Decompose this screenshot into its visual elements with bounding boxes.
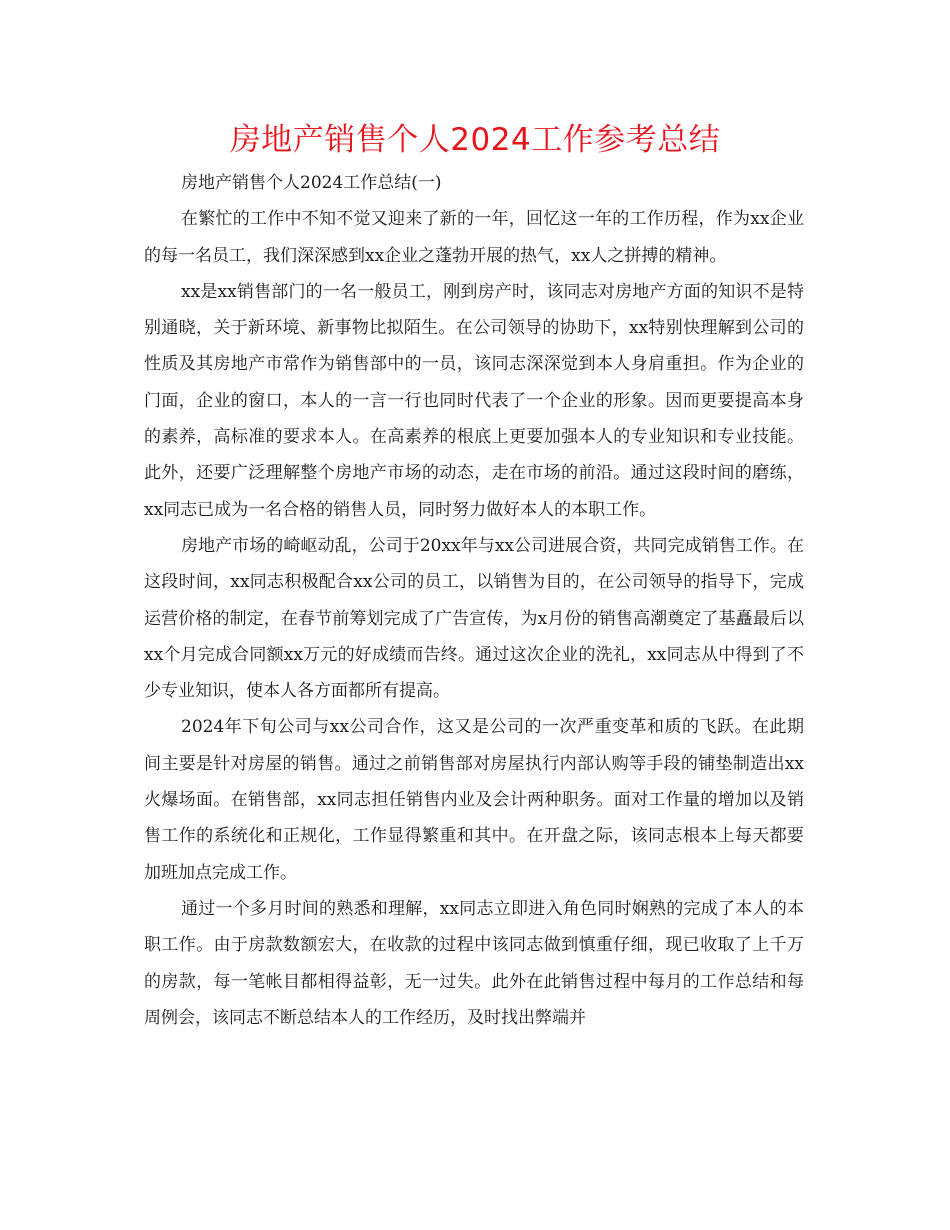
paragraph: 2024年下旬公司与xx公司合作，这又是公司的一次严重变革和质的飞跃。在此期间主要是针对房屋的销售。通过之前销售部对房屋执行内部认购等手段的铺垫制造出xx火爆场面。在销售部，xx同志担任销售内业及会计两种职务。面对工作量的增加以及销售工作的系统化和正规化，工作显得繁重和其中。在开盘之际，该同志根本上每天都要加班加点完成工作。 — [144, 717, 804, 883]
paragraph: 房地产市场的崎岖动乱，公司于20xx年与xx公司进展合资，共同完成销售工作。在这段时间，xx同志积极配合xx公司的员工，以销售为目的，在公司领导的指导下，完成运营价格的制定，在春节前筹划完成了广告宣传，为x月份的销售高潮奠定了基矗最后以xx个月完成合同额xx万元的好成绩而告终。通过这次企业的洗礼，xx同志从中得到了不少专业知识，使本人各方面都所有提高。 — [144, 535, 804, 702]
paragraph: 通过一个多月时间的熟悉和理解，xx同志立即进入角色同时娴熟的完成了本人的本职工作。由于房款数额宏大，在收款的过程中该同志做到慎重仔细，现已收取了上千万的房款，每一笔帐目都相得益彰，无一过失。此外在此销售过程中每月的工作总结和每周例会，该同志不断总结本人的工作经历，及时找出弊端并 — [144, 898, 804, 1028]
document-title: 房地产销售个人2024工作参考总结 — [229, 122, 721, 158]
paragraph: 在繁忙的工作中不知不觉又迎来了新的一年，回忆这一年的工作历程，作为xx企业的每一名员工，我们深深感到xx企业之蓬勃开展的热气，xx人之拼搏的精神。 — [144, 209, 804, 266]
document-body — [144, 165, 804, 1036]
paragraph: 房地产销售个人2024工作总结(一) — [181, 173, 442, 193]
paragraph: xx是xx销售部门的一名一般员工，刚到房产时，该同志对房地产方面的知识不是特别通晓，关于新环境、新事物比拟陌生。在公司领导的协助下，xx特别快理解到公司的性质及其房地产市常作为销售部中的一员，该同志深深觉到本人身肩重担。作为企业的门面，企业的窗口，本人的一言一行也同时代表了一个企业的形象。因而更要提高本身的素养，高标准的要求本人。在高素养的根底上更要加强本人的专业知识和专业技能。此外，还要广泛理解整个房地产市场的动态，走在市场的前沿。通过这段时间的磨练，xx同志已成为一名合格的销售人员，同时努力做好本人的本职工作。 — [144, 281, 804, 520]
